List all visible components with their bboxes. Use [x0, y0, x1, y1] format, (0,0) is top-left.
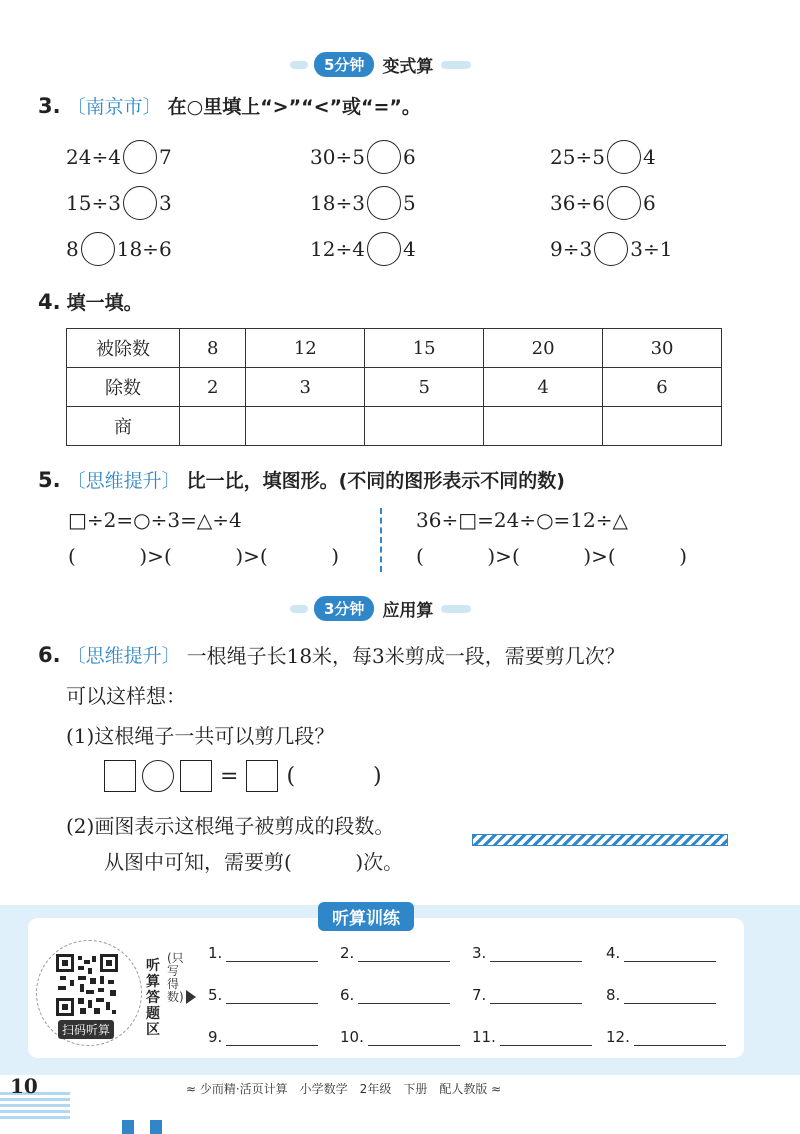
right-expression: 3 — [158, 191, 172, 215]
right-expression: 6 — [642, 191, 656, 215]
row-label: 除数 — [67, 368, 180, 407]
banner-time-pill: 5分钟 — [314, 52, 374, 77]
question-number: 6. — [38, 642, 61, 667]
arrow-icon — [186, 990, 196, 1004]
answer-cell[interactable] — [484, 407, 603, 446]
question-number: 5. — [38, 467, 61, 492]
equation-template — [104, 760, 382, 792]
answer-circle[interactable] — [123, 186, 157, 220]
answer-slot-number: 5. — [208, 986, 223, 1004]
answer-cell[interactable] — [246, 407, 365, 446]
banner-title: 应用算 — [382, 601, 434, 621]
section-banner-application — [290, 596, 471, 621]
question-text: 填一填。 — [66, 292, 143, 314]
answer-line[interactable] — [358, 947, 450, 962]
table-cell: 20 — [484, 329, 603, 368]
answer-line[interactable] — [226, 1031, 318, 1046]
banner-time-pill: 3分钟 — [314, 596, 374, 621]
left-expression: 24÷4 — [66, 145, 121, 169]
source-tag: 〔思维提升〕 — [66, 470, 181, 492]
comparison-item — [550, 232, 672, 266]
question-number: 3. — [38, 93, 61, 118]
q5-left-answer-blanks[interactable]: ( )>( )>( ) — [68, 544, 340, 568]
banner-title: 变式算 — [382, 57, 434, 77]
comparison-item — [550, 140, 656, 174]
answer-circle[interactable] — [367, 140, 401, 174]
left-expression: 18÷3 — [310, 191, 365, 215]
rope-diagram — [472, 834, 728, 846]
table-cell: 3 — [246, 368, 365, 407]
answer-line[interactable] — [368, 1031, 460, 1046]
left-expression: 36÷6 — [550, 191, 605, 215]
banner-line-left — [290, 605, 308, 613]
answer-slot-number: 7. — [472, 986, 487, 1004]
answer-slot-number: 3. — [472, 944, 487, 962]
answer-circle[interactable] — [367, 232, 401, 266]
answer-slot-number: 8. — [606, 986, 621, 1004]
answer-circle[interactable] — [607, 140, 641, 174]
answer-slot-number: 9. — [208, 1028, 223, 1046]
table-cell: 2 — [180, 368, 246, 407]
banner-line-right — [441, 61, 471, 69]
right-expression: 6 — [402, 145, 416, 169]
qr-code-icon[interactable] — [56, 954, 118, 1016]
answer-slot[interactable] — [606, 944, 716, 962]
comparison-item — [550, 186, 656, 220]
right-expression: 4 — [402, 237, 416, 261]
answer-slot-number: 12. — [606, 1028, 630, 1046]
answer-line[interactable] — [358, 989, 450, 1004]
answer-slot-number: 6. — [340, 986, 355, 1004]
answer-line[interactable] — [500, 1031, 592, 1046]
section-banner-variant — [290, 52, 471, 77]
question-5-heading — [38, 466, 565, 493]
dashed-divider — [380, 508, 382, 572]
answer-line[interactable] — [624, 989, 716, 1004]
question-text: 一根绳子长18米，每3米剪成一段，需要剪几次？ — [186, 644, 625, 668]
answer-line[interactable] — [226, 947, 318, 962]
answer-line[interactable] — [624, 947, 716, 962]
answer-circle[interactable] — [123, 140, 157, 174]
answer-slot[interactable] — [340, 1028, 460, 1046]
comparison-item — [66, 140, 172, 174]
page-number: 10 — [10, 1074, 38, 1098]
question-text: 在○里填上“>”“<”或“=”。 — [167, 96, 421, 118]
comparison-item — [66, 186, 172, 220]
answer-slot[interactable] — [472, 986, 582, 1004]
table-cell: 6 — [603, 368, 722, 407]
table-row — [67, 368, 722, 407]
table-cell: 8 — [180, 329, 246, 368]
footer-text: ≈ 少而精·活页计算 小学数学 2年级 下册 配人教版 ≈ — [186, 1082, 502, 1096]
right-expression: 3÷1 — [630, 237, 673, 261]
page-footer — [0, 1074, 800, 1130]
answer-slot[interactable] — [472, 1028, 592, 1046]
answer-line[interactable] — [634, 1031, 726, 1046]
table-cell: 5 — [365, 368, 484, 407]
conclusion-text[interactable]: 从图中可知，需要剪( )次。 — [104, 850, 404, 874]
q5-right-expression: 36÷□=24÷○=12÷△ — [416, 508, 628, 532]
right-expression: 7 — [158, 145, 172, 169]
answer-slot[interactable] — [208, 986, 318, 1004]
answer-line[interactable] — [490, 989, 582, 1004]
bottom-corner-decoration — [122, 1120, 134, 1134]
answer-area-note: (只写得数) — [167, 951, 184, 1004]
operator-circle[interactable] — [142, 760, 174, 792]
left-expression: 25÷5 — [550, 145, 605, 169]
left-expression: 8 — [66, 237, 79, 261]
unit-paren-right: ) — [373, 763, 382, 789]
row-label: 被除数 — [67, 329, 180, 368]
comparison-item — [310, 186, 416, 220]
source-tag: 〔思维提升〕 — [66, 645, 181, 667]
answer-circle[interactable] — [367, 186, 401, 220]
table-cell: 12 — [246, 329, 365, 368]
right-expression: 5 — [402, 191, 416, 215]
answer-slot[interactable] — [606, 1028, 726, 1046]
hint-text: 可以这样想： — [66, 684, 186, 708]
question-3-heading — [38, 92, 421, 119]
answer-slot[interactable] — [340, 944, 450, 962]
equals-sign: = — [220, 763, 239, 789]
answer-slot-number: 4. — [606, 944, 621, 962]
banner-line-left — [290, 61, 308, 69]
table-cell: 4 — [484, 368, 603, 407]
table-row — [67, 329, 722, 368]
listening-title: 听算训练 — [318, 902, 414, 931]
answer-cell[interactable] — [603, 407, 722, 446]
answer-line[interactable] — [226, 989, 318, 1004]
comparison-item — [310, 140, 416, 174]
q5-right-answer-blanks[interactable]: ( )>( )>( ) — [416, 544, 688, 568]
row-label: 商 — [67, 407, 180, 446]
answer-slot-number: 1. — [208, 944, 223, 962]
question-4-heading — [38, 288, 143, 315]
answer-cell[interactable] — [365, 407, 484, 446]
left-expression: 12÷4 — [310, 237, 365, 261]
answer-slot-number: 11. — [472, 1028, 496, 1046]
source-tag: 〔南京市〕 — [66, 96, 162, 118]
comparison-item — [66, 232, 172, 266]
q5-left-expression: □÷2=○÷3=△÷4 — [68, 508, 242, 532]
answer-box[interactable] — [180, 760, 212, 792]
comparison-item — [310, 232, 416, 266]
answer-slot[interactable] — [340, 986, 450, 1004]
answer-circle[interactable] — [594, 232, 628, 266]
answer-slot-number: 2. — [340, 944, 355, 962]
table-row — [67, 407, 722, 446]
answer-area-label: 听算答题区 — [146, 958, 160, 1038]
left-expression: 9÷3 — [550, 237, 593, 261]
answer-line[interactable] — [490, 947, 582, 962]
right-expression: 18÷6 — [116, 237, 172, 261]
bottom-corner-decoration — [150, 1120, 162, 1134]
division-table — [66, 328, 722, 446]
answer-cell[interactable] — [180, 407, 246, 446]
answer-circle[interactable] — [607, 186, 641, 220]
question-text: 比一比，填图形。(不同的图形表示不同的数) — [186, 470, 565, 492]
answer-slot[interactable] — [472, 944, 582, 962]
left-expression: 30÷5 — [310, 145, 365, 169]
sub-question-1: (1)这根绳子一共可以剪几段？ — [66, 724, 335, 748]
table-cell: 15 — [365, 329, 484, 368]
answer-slot[interactable] — [606, 986, 716, 1004]
banner-line-right — [441, 605, 471, 613]
answer-circle[interactable] — [81, 232, 115, 266]
sub-question-2: (2)画图表示这根绳子被剪成的段数。 — [66, 814, 395, 838]
right-expression: 4 — [642, 145, 656, 169]
answer-box[interactable] — [104, 760, 136, 792]
left-expression: 15÷3 — [66, 191, 121, 215]
unit-paren-left: ( — [286, 763, 296, 789]
scan-label[interactable]: 扫码听算 — [58, 1020, 114, 1039]
question-number: 4. — [38, 289, 61, 314]
question-6-heading — [38, 640, 625, 669]
answer-box[interactable] — [246, 760, 278, 792]
answer-slot[interactable] — [208, 1028, 318, 1046]
answer-slot-number: 10. — [340, 1028, 364, 1046]
table-cell: 30 — [603, 329, 722, 368]
answer-slot[interactable] — [208, 944, 318, 962]
